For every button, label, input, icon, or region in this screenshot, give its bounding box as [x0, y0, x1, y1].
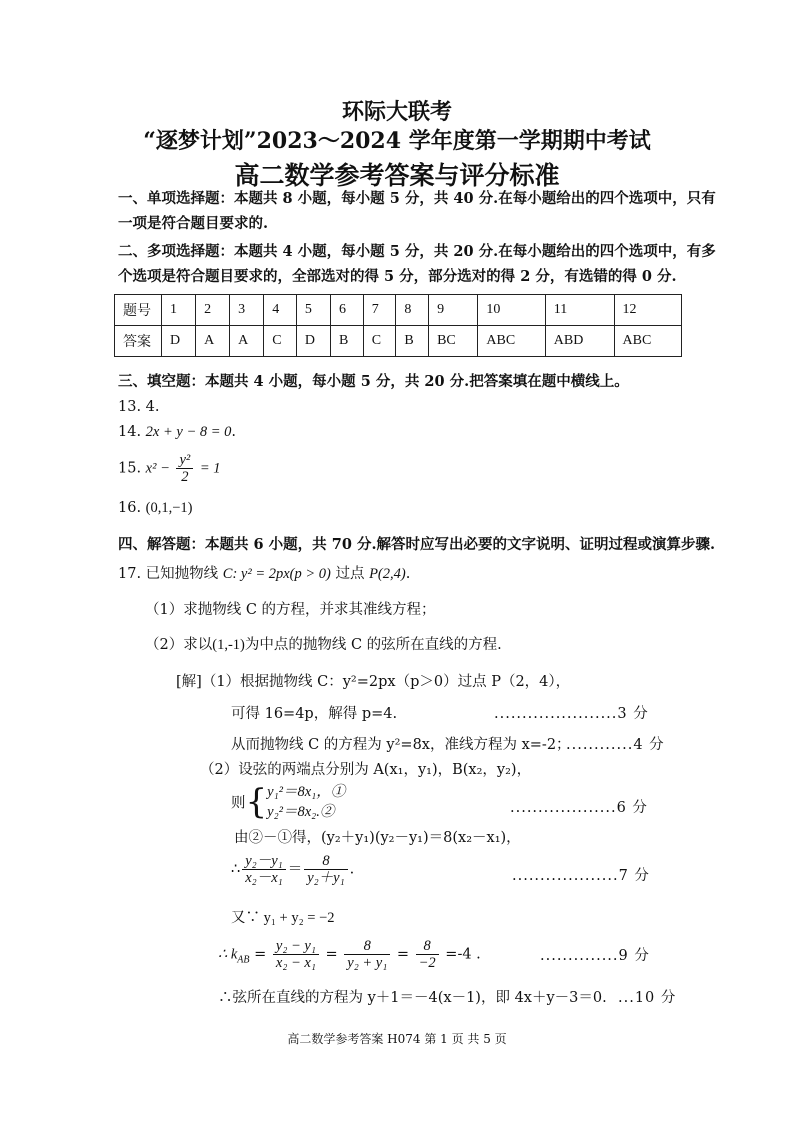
system-equation-1: y₁²＝8x₁，①: [267, 784, 346, 800]
score-leader: ............4 分: [566, 737, 665, 753]
solution-step-4: （2）设弦的两端点分别为 A(x₁，y₁)，B(x₂，y₂)，: [200, 762, 532, 778]
table-cell: BC: [429, 326, 478, 357]
q17-part2-intro: （2）求以: [145, 637, 213, 653]
table-cell: 5: [296, 295, 330, 326]
table-cell: 9: [429, 295, 478, 326]
table-cell: B: [331, 326, 364, 357]
table-cell: 1: [162, 295, 196, 326]
section1-instruction-line2: 一项是符合题目要求的.: [118, 215, 269, 232]
equals-sign: ＝: [287, 861, 303, 878]
fraction-denominator: y₂ + y₁: [347, 955, 388, 971]
fraction-numerator: 8: [416, 938, 439, 955]
table-cell: C: [363, 326, 396, 357]
solution-step-2: 可得 16=4p，解得 p=4.: [231, 706, 398, 722]
score-10: 10 分: [634, 990, 677, 1006]
answer-16-vector: (0,1,−1): [145, 500, 193, 516]
slope-value-fraction: [344, 938, 390, 971]
table-cell: 11: [545, 295, 614, 326]
equals-sign: =: [249, 946, 271, 963]
table-cell: ABC: [614, 326, 682, 357]
slope-result: =-4 .: [440, 946, 481, 963]
score-leader: ..............9 分: [540, 948, 650, 964]
solution-step-9: [218, 938, 481, 971]
table-cell: A: [230, 326, 264, 357]
table-cell: 3: [230, 295, 264, 326]
fraction-numerator: y₂ − y₁: [273, 938, 319, 955]
score-4: 4 分: [633, 737, 665, 753]
answer-14-number: 14.: [118, 424, 142, 440]
answer-14: [118, 424, 236, 441]
score-3: 3 分: [617, 706, 649, 722]
q17-end: .: [405, 566, 411, 582]
fraction-denominator: x₂ − x₁: [275, 955, 316, 971]
answer-15-rhs: = 1: [199, 460, 221, 477]
answer-15-fraction: [176, 452, 193, 485]
then-label: 则: [231, 795, 246, 812]
table-cell: C: [264, 326, 297, 357]
therefore-symbol: ∴: [231, 861, 241, 878]
score-leader: ......................3 分: [494, 706, 649, 722]
section4-heading: 四、解答题：本题共 6 小题，共 70 分.解答时应写出必要的文字说明、证明过程或演算步骤.: [118, 536, 716, 553]
question-number-row: [115, 295, 682, 326]
q17-part2-rest: 为中点的抛物线 C 的弦所在直线的方程.: [244, 637, 502, 653]
left-brace: {: [245, 782, 268, 822]
slope-ab-symbol: ∴ k: [218, 946, 238, 963]
answer-16-number: 16.: [118, 500, 142, 516]
equals-sign: =: [392, 946, 414, 963]
fraction-numerator: y₂－y₁: [242, 853, 285, 870]
q17-point: P(2,4): [369, 566, 406, 582]
solution-step-3: 从而抛物线 C 的方程为 y²=8x，准线方程为 x=-2；: [231, 737, 571, 753]
answer-table: [114, 294, 682, 357]
table-cell: 7: [363, 295, 396, 326]
section3-heading: 三、填空题：本题共 4 小题，每小题 5 分，共 20 分.把答案填在题中横线上。: [118, 373, 629, 390]
slope-fraction: [242, 853, 285, 886]
solution-step-8: 又∵ y₁ + y₂ = −2: [231, 910, 335, 926]
table-cell: D: [162, 326, 196, 357]
page-footer: 高二数学参考答案 H074 第 1 页 共 5 页: [287, 1032, 507, 1046]
question-17-part1: （1）求抛物线 C 的方程，并求其准线方程；: [145, 602, 436, 618]
table-cell: 8: [396, 295, 429, 326]
table-cell: 10: [478, 295, 545, 326]
section1-instruction-line1: 一、单项选择题：本题共 8 小题，每小题 5 分，共 40 分.在每小题给出的四个选项中，只有: [118, 190, 716, 207]
row-label-answer: 答案: [115, 326, 162, 357]
table-cell: 4: [264, 295, 297, 326]
slope-value-fraction: [304, 853, 347, 886]
table-cell: 6: [331, 295, 364, 326]
document-title: 高二数学参考答案与评分标准: [234, 161, 560, 190]
score-leader: ...10 分: [618, 990, 677, 1006]
answer-15-lhs: x² −: [145, 460, 170, 477]
solution-step-10: ∴弦所在直线的方程为 y＋1＝－4(x－1)，即 4x＋y－3＝0.: [218, 990, 607, 1006]
fraction-denominator: y₂＋y₁: [307, 870, 345, 886]
answer-15: [118, 452, 221, 485]
table-cell: B: [396, 326, 429, 357]
equation-system: [267, 782, 345, 822]
q17-passes: 过点: [335, 566, 365, 582]
score-leader: ...................7 分: [512, 868, 650, 884]
q17-intro: 17. 已知抛物线: [118, 566, 219, 582]
numeric-fraction: [416, 938, 439, 971]
question-17-stem: [118, 562, 410, 583]
exam-union-title: 环际大联考: [341, 99, 452, 125]
table-cell: A: [196, 326, 230, 357]
answer-14-end: .: [231, 424, 237, 440]
slope-fraction: [273, 938, 319, 971]
table-cell: D: [296, 326, 330, 357]
score-6: 6 分: [616, 800, 648, 816]
fraction-numerator: 8: [304, 853, 347, 870]
slope-ab-subscript: AB: [237, 954, 250, 966]
table-cell: ABC: [478, 326, 545, 357]
fraction-denominator: 2: [181, 469, 189, 485]
section2-instruction-line1: 二、多项选择题：本题共 4 小题，每小题 5 分，共 20 分.在每小题给出的四个选项中，有多: [118, 243, 716, 260]
score-leader: ...................6 分: [510, 800, 648, 816]
fraction-denominator: x₂－x₁: [245, 870, 283, 886]
fraction-numerator: y²: [176, 452, 193, 469]
system-equation-2: y₂²＝8x₂.②: [267, 804, 335, 820]
row-label-question: 题号: [115, 295, 162, 326]
solution-step-6: 由②－①得，(y₂＋y₁)(y₂－y₁)＝8(x₂－x₁)，: [234, 830, 521, 846]
answer-15-number: 15.: [118, 460, 142, 477]
equals-sign: =: [320, 946, 343, 963]
solution-step-7: [231, 853, 354, 886]
score-7: 7 分: [618, 868, 650, 884]
answer-row: [115, 326, 682, 357]
score-9: 9 分: [618, 948, 650, 964]
table-cell: 2: [196, 295, 230, 326]
answer-16: [118, 500, 193, 517]
fraction-denominator: −2: [418, 955, 436, 971]
fraction-numerator: 8: [344, 938, 390, 955]
answer-13: 13. 4.: [118, 399, 160, 415]
table-cell: ABD: [545, 326, 614, 357]
table-cell: 12: [614, 295, 682, 326]
solution-step-5: [231, 782, 345, 826]
exam-name-title: “逐梦计划”2023～2024 学年度第一学期期中考试: [143, 128, 651, 154]
question-17-part2: [145, 633, 502, 654]
q17-parabola-equation: C: y² = 2px(p > 0): [222, 566, 331, 582]
step-7-end: .: [349, 861, 355, 878]
section2-instruction-line2: 个选项是符合题目要求的，全部选对的得 5 分，部分选对的得 2 分，有选错的得 0 分.: [118, 268, 677, 285]
solution-step-1: [解]（1）根据抛物线 C：y²=2px（p＞0）过点 P（2，4），: [176, 674, 571, 690]
answer-14-equation: 2x + y − 8 = 0: [145, 424, 232, 440]
q17-part2-midpoint: (1,-1): [212, 637, 245, 653]
